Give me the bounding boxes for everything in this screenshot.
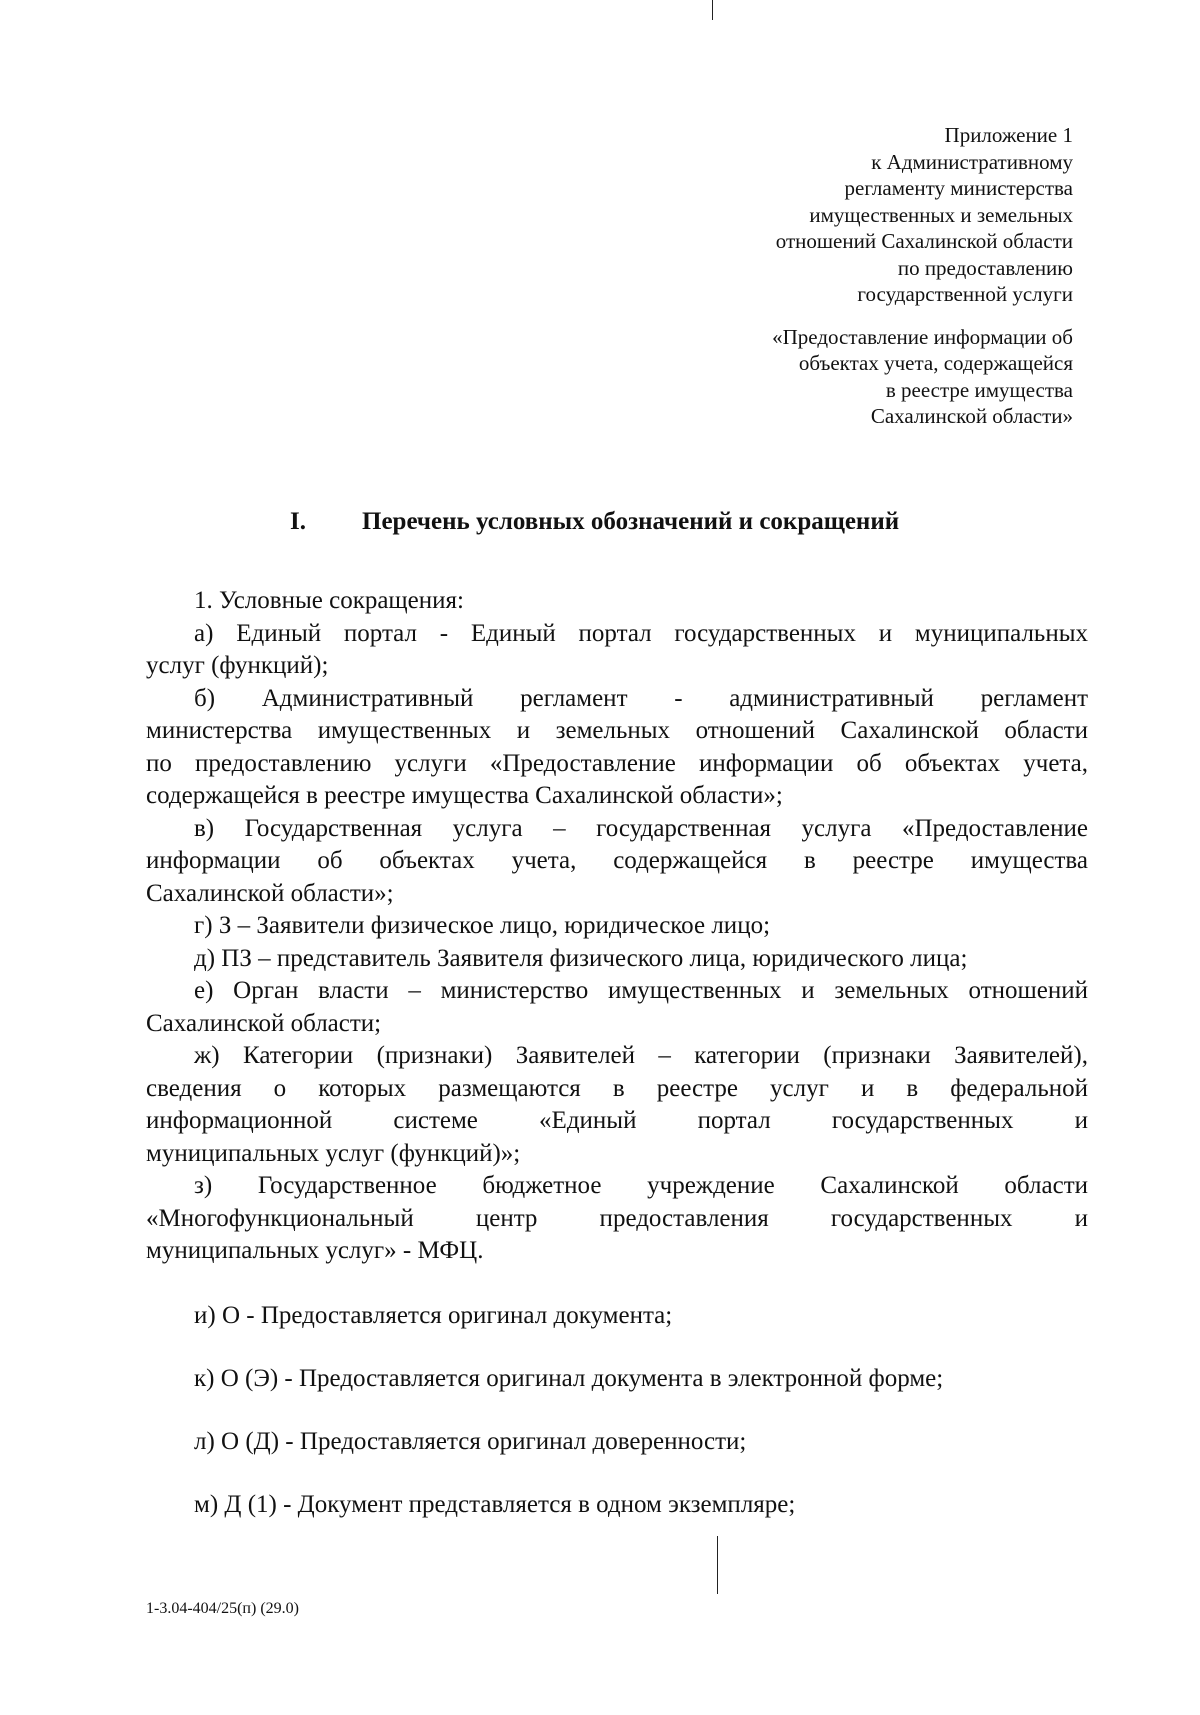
section-heading xyxy=(290,508,899,536)
scan-mark xyxy=(712,0,713,20)
list-item-b: б) Административный регламент - административный регламент министерства имущественных и земельных отношений Сахалинской области по предоставлению услуги «Предоставление информации об объектах учета, содержащейся в реестре имущества Сахалинской области»; xyxy=(146,684,1088,809)
abbreviations-list xyxy=(146,585,1088,1268)
appendix-line: отношений Сахалинской области xyxy=(775,229,1073,253)
list-item-zh: ж) Категории (признаки) Заявителей – категории (признаки Заявителей), сведения о которых размещаются в реестре услуг и в федеральной информационной системе «Единый портал государственных и муниципальных услуг (функций)»; xyxy=(146,1042,1088,1167)
list-item-g: г) З – Заявители физическое лицо, юридическое лицо; xyxy=(194,912,771,939)
list-item-l: л) О (Д) - Предоставляется оригинал доверенности; xyxy=(194,1428,747,1455)
appendix-line: Приложение 1 xyxy=(944,123,1073,147)
appendix-line: имущественных и земельных xyxy=(809,202,1073,227)
list-item-z: з) Государственное бюджетное учреждение Сахалинской области «Многофункциональный центр предоставления государственных и муниципальных услуг» - МФЦ. xyxy=(146,1172,1088,1264)
scan-mark xyxy=(717,1536,718,1594)
service-name-line: объектах учета, содержащейся xyxy=(798,351,1073,375)
section-number: I. xyxy=(290,508,306,535)
list-item-m: м) Д (1) - Документ представляется в одном экземпляре; xyxy=(194,1491,796,1518)
list-item-d: д) ПЗ – представитель Заявителя физического лица, юридического лица; xyxy=(194,944,968,972)
section-title: Перечень условных обозначений и сокращений xyxy=(362,508,900,535)
list-item-k: к) О (Э) - Предоставляется оригинал документа в электронной форме; xyxy=(194,1365,944,1392)
list-item-e: е) Орган власти – министерство имущественных и земельных отношений Сахалинской области; xyxy=(146,977,1088,1037)
appendix-line: регламенту министерства xyxy=(844,176,1073,200)
list-item-i: и) О - Предоставляется оригинал документа; xyxy=(194,1302,673,1329)
list-item-v: в) Государственная услуга – государственная услуга «Предоставление информации об объектах учета, содержащейся в реестре имущества Сахалинской области»; xyxy=(146,814,1088,907)
service-name-line: «Предоставление информации об xyxy=(772,324,1073,349)
appendix-block xyxy=(553,122,1073,430)
service-name-line: Сахалинской области» xyxy=(870,404,1073,428)
list-intro: 1. Условные сокращения: xyxy=(194,587,464,614)
appendix-line: к Административному xyxy=(871,149,1073,174)
appendix-line: по предоставлению xyxy=(897,255,1073,280)
service-name-line: в реестре имущества xyxy=(885,377,1073,402)
appendix-line: государственной услуги xyxy=(857,282,1073,306)
list-item-a: а) Единый портал - Единый портал государственных и муниципальных услуг (функций); xyxy=(146,619,1088,679)
footer-doc-code: 1-3.04-404/25(п) (29.0) xyxy=(146,1600,299,1617)
